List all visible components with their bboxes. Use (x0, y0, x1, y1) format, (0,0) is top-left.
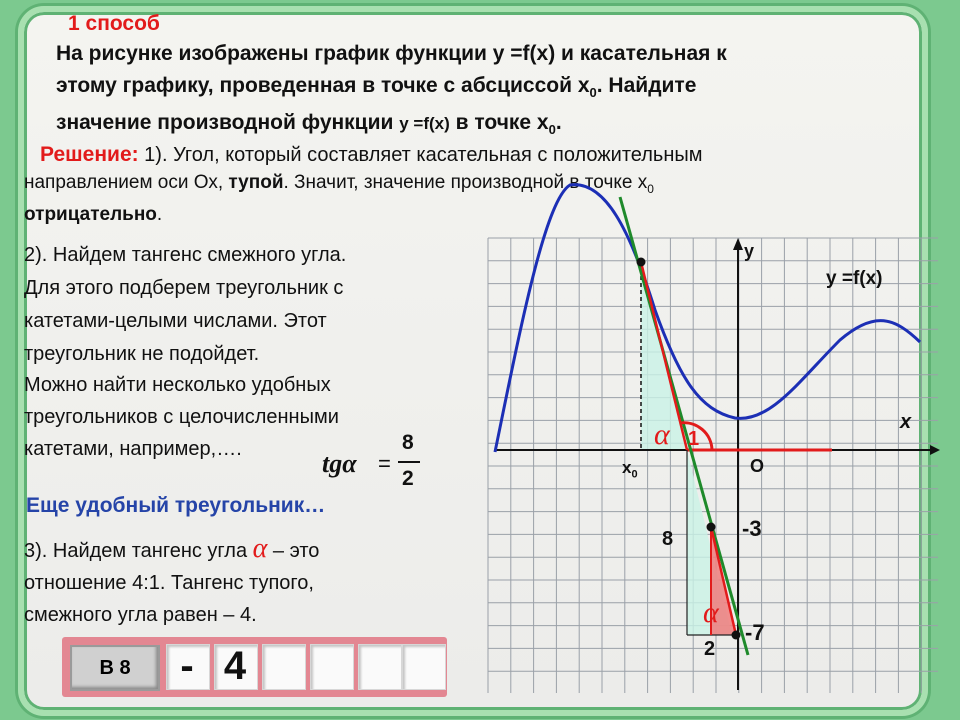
solution-step1-line3: отрицательно. (24, 204, 163, 225)
x-axis-label: x (900, 411, 912, 433)
step2-line-4: треугольник не подойдет. (24, 343, 260, 365)
tg-denominator: 2 (402, 467, 414, 490)
step2-line-6: треугольников с целочисленными (24, 406, 339, 428)
tg-label: tgα (322, 449, 357, 478)
y-axis-arrow (733, 238, 743, 250)
step3-line-1: 3). Найдем тангенс угла α – это (24, 533, 320, 564)
alpha-label: α (654, 418, 670, 451)
leg-one-label: 1 (688, 428, 700, 450)
tg-numerator: 8 (402, 431, 414, 454)
point-minus7 (732, 631, 741, 640)
step2-line-5: Можно найти несколько удобных (24, 374, 331, 396)
another-triangle-heading: Еще удобный треугольник… (26, 494, 326, 517)
minus3-label: -3 (742, 516, 762, 541)
x0-label: $x_0$ (622, 458, 638, 481)
x-axis-arrow (930, 445, 940, 455)
function-label: у =f(x) (826, 268, 883, 289)
solution-step1-line2: направлением оси Ох, тупой. Значит, значение производной в точке $х_0$ (24, 172, 654, 196)
step3-line-2: отношение 4:1. Тангенс тупого, (24, 572, 314, 594)
step2-line-1: 2). Найдем тангенс смежного угла. (24, 244, 347, 266)
answer-char-1: - (180, 644, 194, 688)
minus7-label: -7 (745, 620, 765, 645)
leg-two-label: 2 (704, 638, 716, 660)
step2-line-2: Для этого подберем треугольник с (24, 277, 344, 299)
tangent-point (637, 258, 646, 267)
answer-cell-4[interactable] (310, 644, 354, 690)
task-line-3: значение производной функции у =f(x) в точке $х_0$. (56, 111, 562, 138)
answer-task-label: В 8 (70, 645, 160, 691)
task-line-1: На рисунке изображены график функции у =f(x) и касательная к (56, 42, 727, 65)
step2-line-7: катетами, например,…. (24, 438, 242, 460)
answer-cell-6[interactable] (402, 644, 446, 690)
alpha-label-2: α (703, 596, 719, 629)
answer-cell-5[interactable] (358, 644, 402, 690)
step2-line-3: катетами-целыми числами. Этот (24, 310, 327, 332)
leg-eight-label: 8 (662, 528, 674, 550)
solution-step1-line1: Решение: 1). Угол, который составляет касательная с положительным (40, 143, 703, 166)
function-curve (495, 185, 920, 452)
answer-char-2: 4 (223, 644, 247, 688)
answer-cell-3[interactable] (262, 644, 306, 690)
alpha-symbol: α (252, 533, 268, 564)
method-title: 1 способ (68, 12, 160, 35)
point-minus3 (707, 523, 716, 532)
origin-label: O (750, 456, 765, 476)
step3-line-3: смежного угла равен – 4. (24, 604, 257, 626)
answer-bar (62, 637, 447, 697)
y-axis-label: y (744, 241, 755, 261)
tg-equals: = (378, 451, 391, 476)
task-line-2: этому графику, проведенная в точке с абсциссой $х_0$. Найдите (56, 74, 697, 101)
